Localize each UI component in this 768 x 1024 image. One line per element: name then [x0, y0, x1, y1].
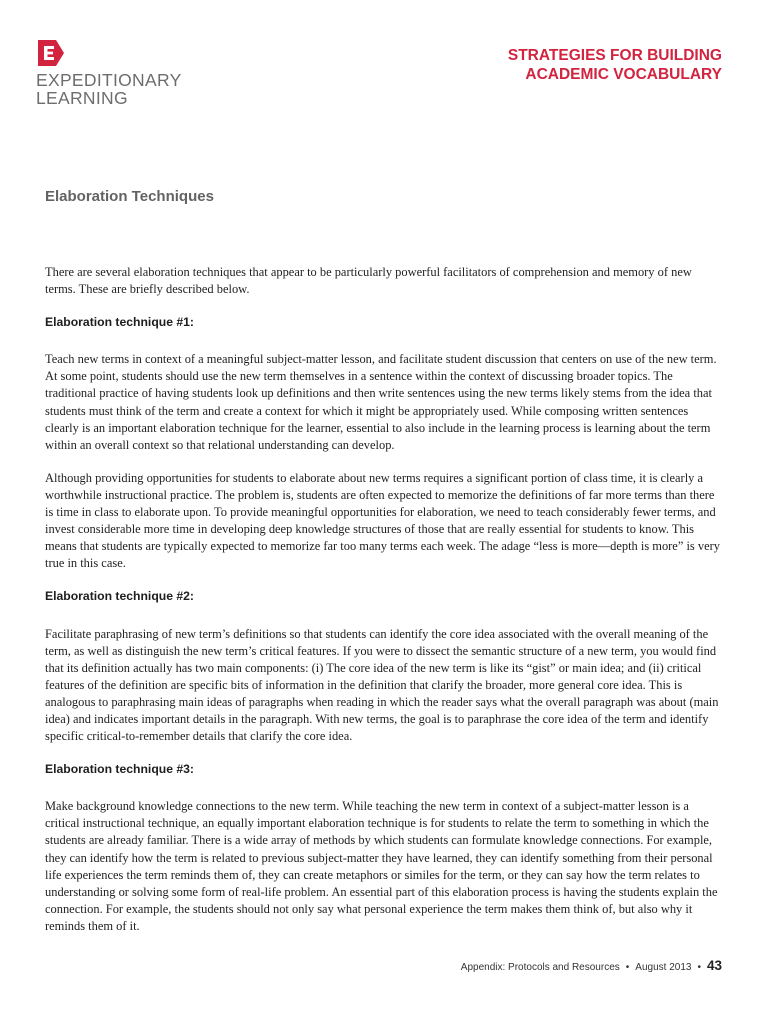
technique-3-heading: Elaboration technique #3:: [45, 762, 194, 777]
section-title: Elaboration Techniques: [45, 188, 214, 205]
intro-paragraph: There are several elaboration techniques that appear to be particularly powerful facilitators of comprehension and memory of new terms. These are briefly described below.: [45, 265, 692, 297]
technique-3-paragraph-1: Make background knowledge connections to the new term. While teaching the new term in context of a subject-matter lesson is a critical instructional technique, an equally important elaboration technique is for students to relate the term to something in which the students are already familiar. There is a wide array of methods by which students can formulate knowledge connections. For example, they can identify how the term is related to previous subject-matter they have learned, they can identify something from their personal life experiences the term reminds them of, they can create metaphors or similes for the term, or they can say how the term relates to understanding or solving some form of real-life problem. An essential part of this elaboration process is having the students explain the connection. For example, the students should not only say what personal experience the term makes them think of, but also why it reminds them of it.: [45, 799, 718, 933]
expeditionary-learning-logo: [36, 38, 182, 108]
logo-line-2: LEARNING: [36, 88, 128, 108]
technique-2-heading: Elaboration technique #2:: [45, 589, 194, 604]
footer-label: Appendix: Protocols and Resources: [460, 962, 620, 973]
footer-separator-1: •: [625, 962, 630, 973]
logo-line-1: EXPEDITIONARY: [36, 70, 182, 90]
logo-wordmark: [36, 70, 182, 108]
footer-separator-2: •: [697, 962, 701, 973]
technique-2-paragraph-1: Facilitate paraphrasing of new term’s definitions so that students can identify the core idea associated with the overall meaning of the term, as well as distinguish the new term’s critical features. If you were to dissect the semantic structure of a new term, you would find that its definition actually has two main components: (i) The core idea of the new term is like its “gist” or main idea; and (ii) critical features of the definition are specific bits of information in the definition that clarify the broader, more general core idea. This is analogous to paraphrasing main ideas of paragraphs when reading in which the reader says what the overall paragraph was about (main idea) and indicates important details in the paragraph. With new terms, the goal is to paraphrase the core idea of the term and identify specific critical-to-remember details that clarify the core idea.: [45, 626, 719, 744]
technique-1-paragraph-1: Teach new terms in context of a meaningful subject-matter lesson, and facilitate student discussion that centers on use of the new term. At some point, students should use the new term themselves in a sentence within the context of discussing broader topics. The traditional practice of having students look up definitions and then write sentences using the new terms likely stems from the idea that students must think of the term and create a context for which it might be appropriately used. While composing written sentences clearly is an important elaboration technique for the learner, essential to also include in the learning process is learning about the term within an overall context so that relational understanding can develop.: [45, 352, 717, 452]
header-title-line-1: STRATEGIES FOR BUILDING: [507, 47, 722, 64]
document-header-title: [302, 46, 722, 84]
document-body: [45, 264, 721, 935]
header-title-line-2: ACADEMIC VOCABULARY: [525, 66, 722, 83]
page-number: 43: [706, 958, 722, 973]
technique-1-paragraph-2: Although providing opportunities for students to elaborate about new terms requires a significant portion of class time, it is clearly a worthwhile instructional practice. The problem is, students are often expected to memorize the definitions of far more terms than there is time in class to elaborate upon. To provide meaningful opportunities for elaboration, we need to teach considerably fewer terms, and invest considerable more time in developing deep knowledge structures of those that are really essential for students to know. This means that students are typically expected to memorize far too many terms each week. The adage “less is more—depth is more” is very true in this case.: [45, 470, 720, 571]
el-logo-mark-icon: [36, 38, 66, 68]
footer-date: August 2013: [635, 962, 692, 973]
page-footer: [461, 958, 722, 973]
technique-1-heading: Elaboration technique #1:: [45, 315, 194, 330]
